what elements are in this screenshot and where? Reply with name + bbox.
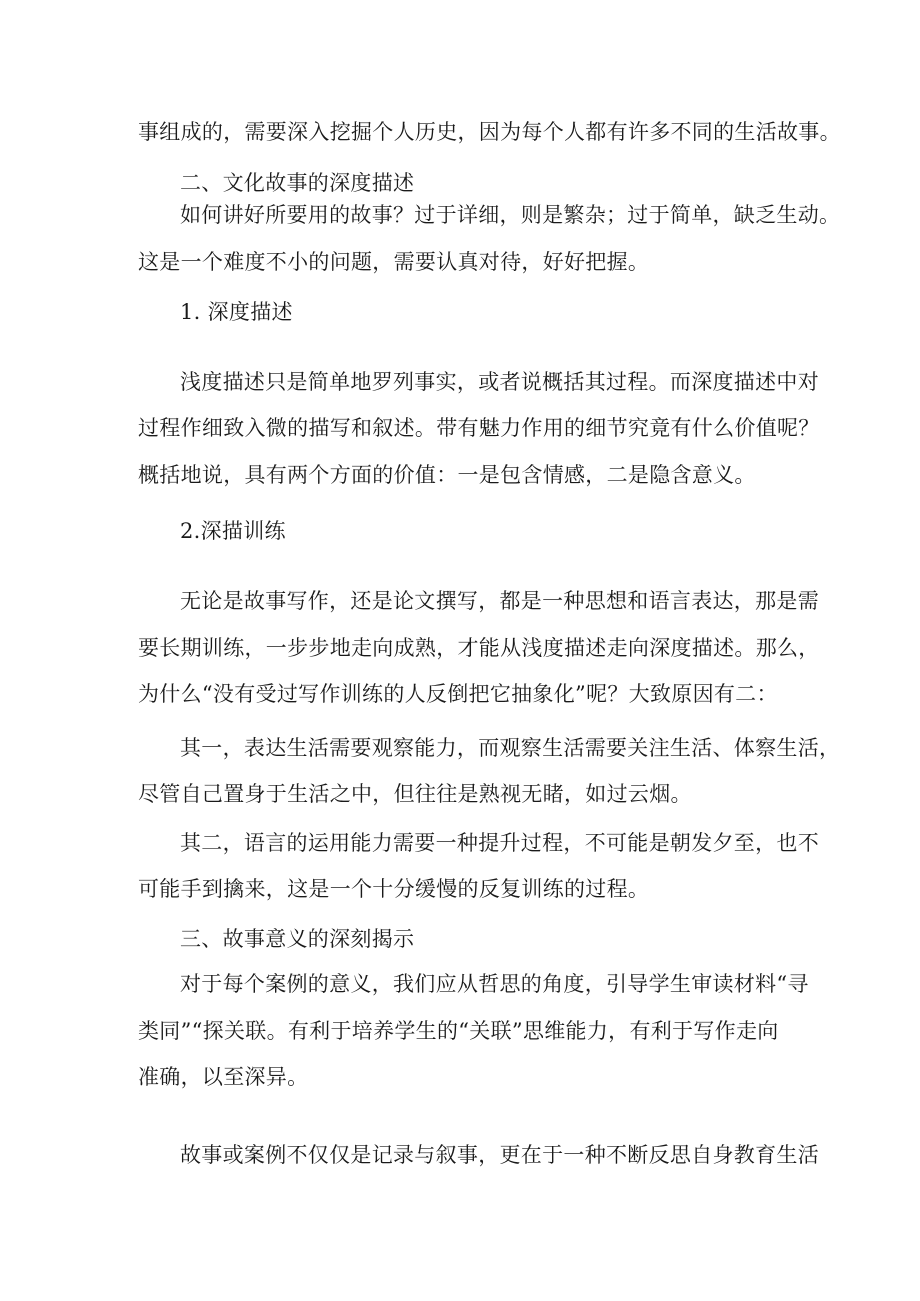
paragraph-line: 要长期训练，一步步地走向成熟，才能从浅度描述走向深度描述。那么，	[138, 636, 820, 660]
paragraph-line: 浅度描述只是简单地罗列事实，或者说概括其过程。而深度描述中对	[180, 370, 819, 394]
paragraph-line: 其二，语言的运用能力需要一种提升过程，不可能是朝发夕至，也不	[180, 831, 819, 855]
paragraph-line: 准确，以至深异。	[138, 1065, 309, 1089]
paragraph-line: 对于每个案例的意义，我们应从哲思的角度，引导学生审读材料“寻	[180, 972, 809, 996]
paragraph-line: 其一，表达生活需要观察能力，而观察生活需要关注生活、体察生活，	[180, 736, 841, 760]
paragraph-line: 过程作细致入微的描写和叙述。带有魅力作用的细节究竟有什么价值呢？	[138, 416, 820, 440]
subsection-heading: 2.深描训练	[180, 519, 286, 543]
paragraph-line: 为什么“没有受过写作训练的人反倒把它抽象化”呢？大致原因有二：	[138, 682, 778, 706]
paragraph-line: 无论是故事写作，还是论文撰写，都是一种思想和语言表达，那是需	[180, 589, 819, 613]
paragraph-line: 这是一个难度不小的问题，需要认真对待，好好把握。	[138, 250, 650, 274]
paragraph-line: 故事或案例不仅仅是记录与叙事，更在于一种不断反思自身教育生活	[180, 1143, 819, 1167]
paragraph-line: 概括地说，具有两个方面的价值：一是包含情感，二是隐含意义。	[138, 463, 756, 487]
paragraph-line: 尽管自己置身于生活之中，但往往是熟视无睹，如过云烟。	[138, 782, 692, 806]
paragraph-line: 可能手到擒来，这是一个十分缓慢的反复训练的过程。	[138, 877, 650, 901]
section-heading: 二、文化故事的深度描述	[180, 171, 415, 195]
subsection-heading: 1. 深度描述	[180, 300, 293, 324]
section-heading: 三、故事意义的深刻揭示	[180, 927, 415, 951]
paragraph-line: 如何讲好所要用的故事？过于详细，则是繁杂；过于简单，缺乏生动。	[180, 203, 841, 227]
paragraph-line: 事组成的，需要深入挖掘个人历史，因为每个人都有许多不同的生活故事。	[138, 120, 841, 144]
paragraph-line: 类同”“探关联。有利于培养学生的“关联”思维能力，有利于写作走向	[138, 1019, 779, 1043]
